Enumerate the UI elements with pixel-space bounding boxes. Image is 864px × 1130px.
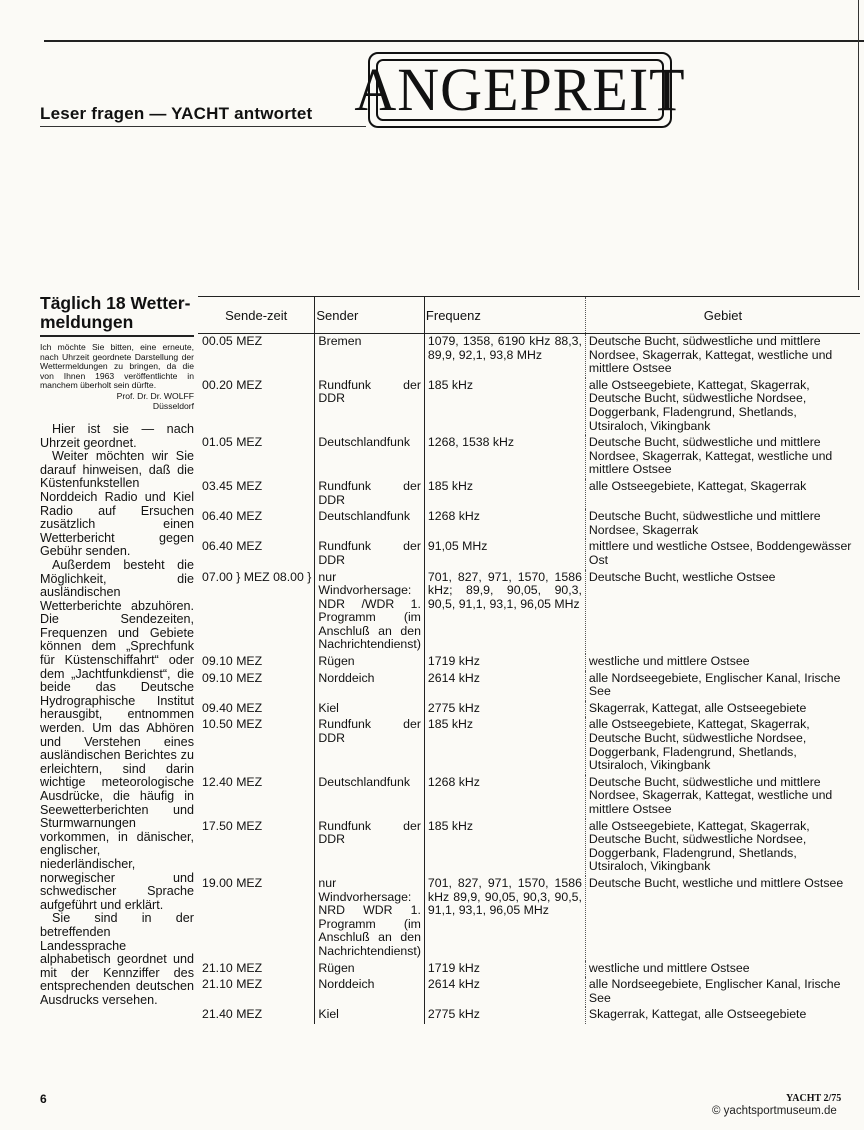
cell-station: Rundfunk der DDR bbox=[315, 479, 425, 509]
cell-station: Norddeich bbox=[315, 671, 425, 701]
cell-frequency: 91,05 MHz bbox=[424, 539, 585, 569]
cell-time: 21.10 MEZ bbox=[198, 961, 315, 978]
cell-area: alle Nordseegebiete, Englischer Kanal, Irische See bbox=[588, 977, 841, 1005]
table-row bbox=[198, 479, 860, 509]
cell-area: alle Ostseegebiete, Kattegat, Skagerrak, Deutsche Bucht, südwestliche Nordsee, Doggerbank, Fladengrund, Shetlands, Utsiraloch, Vikingbank bbox=[588, 377, 810, 433]
table-row bbox=[198, 1007, 860, 1024]
cell-frequency: 2775 kHz bbox=[424, 1007, 585, 1024]
cell-frequency: 701, 827, 971, 1570, 1586 kHz 89,9, 90,05, 90,3, 90,5, 91,1, 93,1, 96,05 MHz bbox=[424, 876, 585, 961]
cell-frequency: 185 kHz bbox=[424, 717, 585, 774]
signature-name: Prof. Dr. Dr. WOLFF bbox=[116, 390, 194, 401]
table-row bbox=[198, 876, 860, 961]
editor-answer bbox=[40, 423, 194, 1008]
logo-text: ANGEPREIT bbox=[354, 55, 686, 124]
table-row bbox=[198, 334, 860, 378]
column-heading: Leser fragen — YACHT antwortet bbox=[40, 104, 313, 123]
answer-paragraph: Sie sind in der betreffenden Landessprache alphabetisch geordnet und mit der Kennziffer des entsprechenden deutschen Ausdrucks versehen. bbox=[40, 911, 194, 1007]
cell-area: Deutsche Bucht, südwestliche und mittlere Nordsee, Skagerrak, Kattegat, westliche und mittlere Ostsee bbox=[588, 774, 833, 816]
cell-time: 06.40 MEZ bbox=[198, 539, 315, 569]
cell-area: Deutsche Bucht, südwestliche und mittlere Nordsee, Skagerrak, Kattegat, westliche und mittlere Ostsee bbox=[588, 334, 833, 376]
cell-area: Skagerrak, Kattegat, alle Ostseegebiete bbox=[588, 1007, 807, 1022]
cell-time: 09.10 MEZ bbox=[198, 654, 315, 671]
cell-area: alle Nordseegebiete, Englischer Kanal, Irische See bbox=[588, 670, 841, 699]
table-row bbox=[198, 378, 860, 435]
cell-station: Kiel bbox=[315, 1007, 425, 1024]
cell-frequency: 2775 kHz bbox=[424, 701, 585, 718]
cell-area: Deutsche Bucht, westliche Ostsee bbox=[588, 569, 776, 584]
cell-frequency: 2614 kHz bbox=[424, 671, 585, 701]
cell-time: 21.40 MEZ bbox=[198, 1007, 315, 1024]
article-title: Täglich 18 Wetter-meldungen bbox=[40, 294, 194, 337]
answer-paragraph: Außerdem besteht die Möglichkeit, die ausländischen Wetterberichte abzuhören. Die Sendezeiten, Frequenzen und Gebiete können dem „Sprechfunk für Küstenschiffahrt“ oder dem „Jachtfunkdienst“, die beide das Deutsche Hydrographische Institut herausgibt, entnommen werden. Um das Abhören und Verstehen eines ausländischen Berichtes zu erleichtern, sind darin wichtige meteorologische Ausdrücke, die häufig in Seewetterberichten und Sturmwarnungen vorkommen, in dänischer, englischer, niederländischer, norwegischer und schwedischer Sprache aufgeführt und erklärt. bbox=[40, 557, 194, 912]
cell-time: 12.40 MEZ bbox=[198, 775, 315, 819]
cell-station: nur Windvorhersage: NDR /WDR 1. Programm (im Anschluß an den Nachrichtendienst) bbox=[315, 570, 425, 655]
right-edge-rule bbox=[858, 0, 859, 290]
cell-time: 07.00 } MEZ 08.00 } bbox=[198, 570, 315, 655]
cell-time: 10.50 MEZ bbox=[198, 717, 315, 774]
table-row bbox=[198, 775, 860, 819]
cell-frequency: 2614 kHz bbox=[424, 977, 585, 1007]
table-row bbox=[198, 819, 860, 876]
cell-area: mittlere und westliche Ostsee, Boddengewässer Ost bbox=[588, 539, 852, 567]
table-row bbox=[198, 671, 860, 701]
weather-schedule-table bbox=[198, 296, 860, 1024]
col-header-frequency: Frequenz bbox=[424, 297, 585, 334]
cell-area: Skagerrak, Kattegat, alle Ostseegebiete bbox=[588, 700, 807, 715]
cell-frequency: 185 kHz bbox=[424, 378, 585, 435]
cell-frequency: 1268 kHz bbox=[424, 775, 585, 819]
cell-area: Deutsche Bucht, südwestliche und mittlere Nordsee, Skagerrak, Kattegat, westliche und mittlere Ostsee bbox=[588, 435, 833, 477]
signature-city: Düsseldorf bbox=[152, 400, 194, 411]
cell-frequency: 1079, 1358, 6190 kHz 88,3, 89,9, 92,1, 93,8 MHz bbox=[424, 334, 585, 378]
col-header-station: Sender bbox=[315, 297, 425, 334]
table-row bbox=[198, 961, 860, 978]
cell-area: westliche und mittlere Ostsee bbox=[588, 960, 750, 975]
cell-time: 09.40 MEZ bbox=[198, 701, 315, 718]
cell-frequency: 1719 kHz bbox=[424, 654, 585, 671]
cell-area: alle Ostseegebiete, Kattegat, Skagerrak, Deutsche Bucht, südwestliche Nordsee, Doggerbank, Fladengrund, Shetlands, Utsiraloch, Vikingbank bbox=[588, 818, 810, 874]
cell-station: Deutschlandfunk bbox=[315, 509, 425, 539]
cell-station: Rügen bbox=[315, 961, 425, 978]
col-header-time: Sende-zeit bbox=[198, 297, 315, 334]
cell-station: Deutschlandfunk bbox=[315, 775, 425, 819]
cell-station: Norddeich bbox=[315, 977, 425, 1007]
cell-station: Rundfunk der DDR bbox=[315, 819, 425, 876]
cell-station: Rundfunk der DDR bbox=[315, 539, 425, 569]
cell-time: 09.10 MEZ bbox=[198, 671, 315, 701]
magazine-issue: YACHT 2/75 bbox=[786, 1093, 842, 1104]
cell-station: Rügen bbox=[315, 654, 425, 671]
table-row bbox=[198, 654, 860, 671]
table-header-row bbox=[198, 297, 860, 334]
cell-station: Deutschlandfunk bbox=[315, 435, 425, 479]
reader-letter: Ich möchte Sie bitten, eine erneute, nach Uhrzeit geordnete Darstellung der Wettermeldungen zu bringen, da die von Ihnen 1963 veröffentlichte in manchem überholt sein dürfte. bbox=[40, 342, 194, 391]
col-header-area: Gebiet bbox=[585, 297, 860, 334]
table-row bbox=[198, 570, 860, 655]
cell-area: alle Ostseegebiete, Kattegat, Skagerrak bbox=[588, 478, 807, 493]
cell-time: 03.45 MEZ bbox=[198, 479, 315, 509]
cell-time: 17.50 MEZ bbox=[198, 819, 315, 876]
sidebar bbox=[40, 294, 194, 1008]
watermark: © yachtsportmuseum.de bbox=[712, 1105, 837, 1117]
table-row bbox=[198, 509, 860, 539]
answer-paragraph: Hier ist sie — nach Uhrzeit geordnet. bbox=[40, 421, 194, 450]
cell-time: 06.40 MEZ bbox=[198, 509, 315, 539]
cell-frequency: 701, 827, 971, 1570, 1586 kHz; 89,9, 90,05, 90,3, 90,5, 91,1, 93,1, 96,05 MHz bbox=[424, 570, 585, 655]
cell-area: alle Ostseegebiete, Kattegat, Skagerrak, Deutsche Bucht, südwestliche Nordsee, Doggerbank, Fladengrund, Shetlands, Utsiraloch, Vikingbank bbox=[588, 717, 810, 773]
cell-station: Kiel bbox=[315, 701, 425, 718]
table-row bbox=[198, 977, 860, 1007]
cell-frequency: 1268 kHz bbox=[424, 509, 585, 539]
cell-area: westliche und mittlere Ostsee bbox=[588, 654, 750, 669]
cell-time: 00.05 MEZ bbox=[198, 334, 315, 378]
cell-frequency: 185 kHz bbox=[424, 479, 585, 509]
table-row bbox=[198, 717, 860, 774]
cell-station: nur Windvorhersage: NRD WDR 1. Programm (im Anschluß an den Nachrichtendienst) bbox=[315, 876, 425, 961]
cell-area: Deutsche Bucht, westliche und mittlere Ostsee bbox=[588, 875, 844, 890]
cell-time: 19.00 MEZ bbox=[198, 876, 315, 961]
heading-rule bbox=[40, 126, 366, 127]
cell-station: Rundfunk der DDR bbox=[315, 378, 425, 435]
angepreit-logo bbox=[354, 52, 686, 128]
table-row bbox=[198, 539, 860, 569]
table-row bbox=[198, 701, 860, 718]
page-number: 6 bbox=[40, 1092, 47, 1106]
top-rule bbox=[44, 40, 864, 42]
answer-paragraph: Weiter möchten wir Sie darauf hinweisen, daß die Küstenfunkstellen Norddeich Radio und Kiel Radio auf Ersuchen zusätzlich einen Wetterbericht gegen Gebühr senden. bbox=[40, 449, 194, 559]
cell-frequency: 1719 kHz bbox=[424, 961, 585, 978]
cell-area: Deutsche Bucht, südwestliche und mittlere Nordsee, Skagerrak bbox=[588, 509, 821, 537]
cell-frequency: 1268, 1538 kHz bbox=[424, 435, 585, 479]
cell-station: Rundfunk der DDR bbox=[315, 717, 425, 774]
cell-frequency: 185 kHz bbox=[424, 819, 585, 876]
cell-time: 01.05 MEZ bbox=[198, 435, 315, 479]
table-row bbox=[198, 435, 860, 479]
cell-station: Bremen bbox=[315, 334, 425, 378]
cell-time: 21.10 MEZ bbox=[198, 977, 315, 1007]
cell-time: 00.20 MEZ bbox=[198, 378, 315, 435]
